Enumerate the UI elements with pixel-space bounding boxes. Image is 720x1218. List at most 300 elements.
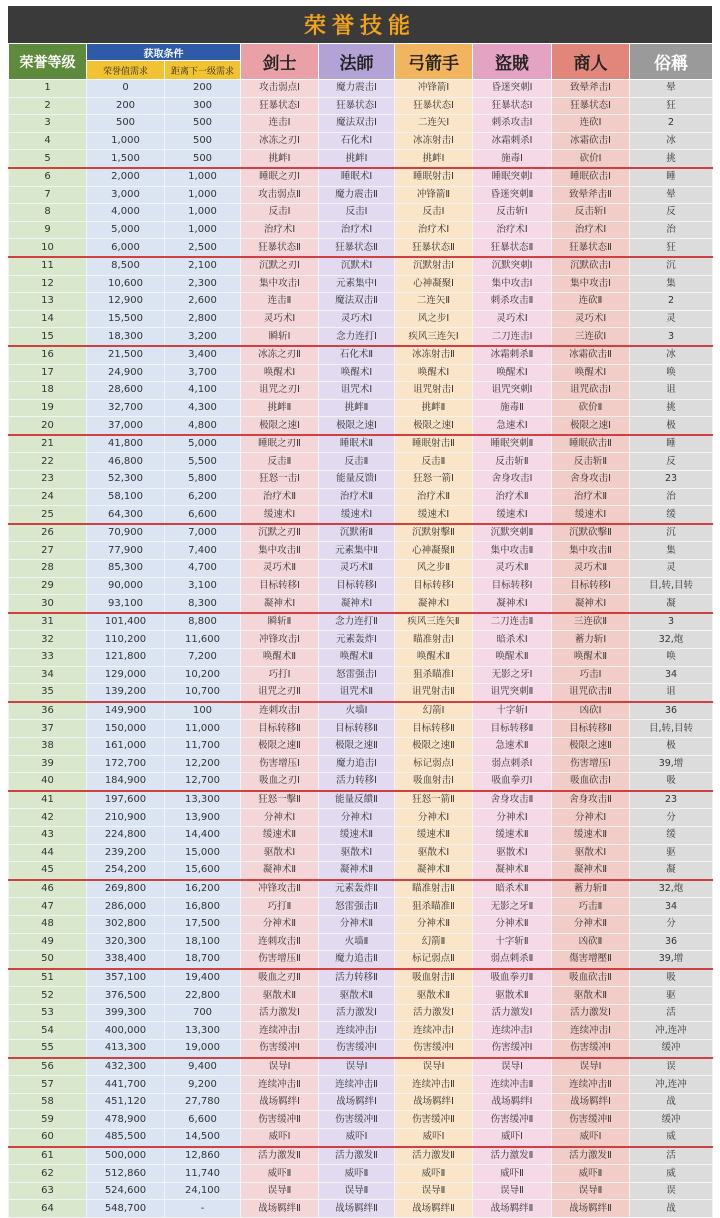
to-next-cell: 1,000 <box>165 168 241 186</box>
archer-cell: 伤害缓冲Ⅰ <box>395 1040 473 1058</box>
mage-cell: 反击Ⅱ <box>319 453 395 471</box>
swordsman-cell: 威吓Ⅰ <box>241 1129 319 1147</box>
level-cell: 52 <box>9 987 87 1005</box>
level-cell: 15 <box>9 328 87 346</box>
nickname-cell: 驱 <box>630 987 713 1005</box>
thief-cell: 缓速术Ⅰ <box>473 506 552 524</box>
level-cell: 35 <box>9 684 87 702</box>
thief-cell: 刺杀攻击Ⅰ <box>473 115 552 133</box>
archer-cell: 目标转移Ⅰ <box>395 577 473 595</box>
swordsman-cell: 活力激发Ⅰ <box>241 1004 319 1022</box>
swordsman-cell: 冰冻之刃Ⅱ <box>241 346 319 364</box>
thief-cell: 活力激发Ⅰ <box>473 1004 552 1022</box>
table-row <box>9 915 713 933</box>
mage-cell: 魔力震击Ⅱ <box>319 186 395 204</box>
level-cell: 44 <box>9 844 87 862</box>
mage-cell: 缓速术Ⅰ <box>319 506 395 524</box>
level-cell: 62 <box>9 1165 87 1183</box>
required-cell: 37,000 <box>87 417 165 435</box>
mage-cell: 伤害缓冲Ⅰ <box>319 1040 395 1058</box>
required-cell: 210,900 <box>87 809 165 827</box>
thief-cell: 驱散术Ⅱ <box>473 987 552 1005</box>
swordsman-cell: 唤醒术Ⅱ <box>241 649 319 667</box>
to-next-cell: 15,000 <box>165 844 241 862</box>
merchant-cell: 目标转移Ⅰ <box>552 577 630 595</box>
level-cell: 39 <box>9 755 87 773</box>
swordsman-cell: 诅咒之刃Ⅰ <box>241 382 319 400</box>
required-cell: 58,100 <box>87 488 165 506</box>
thief-cell: 昏迷突刺Ⅰ <box>473 80 552 98</box>
archer-cell: 极限之速Ⅱ <box>395 737 473 755</box>
thief-cell: 缓速术Ⅱ <box>473 826 552 844</box>
level-cell: 47 <box>9 898 87 916</box>
header-condition: 获取条件 <box>87 44 241 61</box>
merchant-cell: 目标转移Ⅱ <box>552 720 630 738</box>
level-cell: 48 <box>9 915 87 933</box>
swordsman-cell: 驱散术Ⅰ <box>241 844 319 862</box>
table-row <box>9 577 713 595</box>
table-row <box>9 720 713 738</box>
to-next-cell: 11,000 <box>165 720 241 738</box>
merchant-cell: 分神术Ⅰ <box>552 809 630 827</box>
required-cell: 32,700 <box>87 399 165 417</box>
required-cell: 4,000 <box>87 204 165 222</box>
nickname-cell: 灵 <box>630 560 713 578</box>
merchant-cell: 舍身攻击Ⅱ <box>552 791 630 809</box>
mage-cell: 活力激发Ⅰ <box>319 1004 395 1022</box>
required-cell: 451,120 <box>87 1093 165 1111</box>
mage-cell: 误导Ⅱ <box>319 1182 395 1200</box>
required-cell: 139,200 <box>87 684 165 702</box>
level-cell: 42 <box>9 809 87 827</box>
nickname-cell: 灵 <box>630 310 713 328</box>
level-cell: 36 <box>9 702 87 720</box>
mage-cell: 唤醒术Ⅰ <box>319 364 395 382</box>
nickname-cell: 34 <box>630 666 713 684</box>
table-row <box>9 791 713 809</box>
mage-cell: 分神术Ⅰ <box>319 809 395 827</box>
mage-cell: 魔力追击Ⅰ <box>319 755 395 773</box>
merchant-cell: 冰霜砍击Ⅱ <box>552 346 630 364</box>
archer-cell: 睡眠射击Ⅰ <box>395 168 473 186</box>
archer-cell: 极限之速Ⅰ <box>395 417 473 435</box>
nickname-cell: 36 <box>630 933 713 951</box>
merchant-cell: 诅咒砍击Ⅰ <box>552 382 630 400</box>
archer-cell: 伤害缓冲Ⅱ <box>395 1111 473 1129</box>
nickname-cell: 23 <box>630 791 713 809</box>
required-cell: 149,900 <box>87 702 165 720</box>
table-row <box>9 542 713 560</box>
required-cell: 52,300 <box>87 471 165 489</box>
level-cell: 61 <box>9 1147 87 1165</box>
required-cell: 548,700 <box>87 1200 165 1218</box>
nickname-cell: 分 <box>630 809 713 827</box>
swordsman-cell: 狂怒一击Ⅰ <box>241 471 319 489</box>
level-cell: 64 <box>9 1200 87 1218</box>
thief-cell: 二刀连击Ⅰ <box>473 328 552 346</box>
required-cell: 399,300 <box>87 1004 165 1022</box>
swordsman-cell: 瞬斩Ⅱ <box>241 613 319 631</box>
table-row <box>9 382 713 400</box>
archer-cell: 瞄准射击Ⅰ <box>395 631 473 649</box>
table-row <box>9 453 713 471</box>
nickname-cell: 2 <box>630 293 713 311</box>
archer-cell: 诅咒射击Ⅰ <box>395 382 473 400</box>
archer-cell: 标记弱点Ⅱ <box>395 951 473 969</box>
to-next-cell: 4,700 <box>165 560 241 578</box>
mage-cell: 灵巧术Ⅱ <box>319 560 395 578</box>
mage-cell: 火墙Ⅱ <box>319 933 395 951</box>
merchant-cell: 极限之速Ⅱ <box>552 737 630 755</box>
nickname-cell: 吸 <box>630 773 713 791</box>
swordsman-cell: 狂暴状态Ⅰ <box>241 97 319 115</box>
archer-cell: 唤醒术Ⅱ <box>395 649 473 667</box>
to-next-cell: 5,500 <box>165 453 241 471</box>
nickname-cell: 冲,连冲 <box>630 1022 713 1040</box>
to-next-cell: 18,700 <box>165 951 241 969</box>
archer-cell: 二连矢Ⅰ <box>395 115 473 133</box>
header-merchant: 商人 <box>552 44 630 80</box>
thief-cell: 集中攻击Ⅰ <box>473 275 552 293</box>
level-cell: 50 <box>9 951 87 969</box>
archer-cell: 治疗术Ⅱ <box>395 488 473 506</box>
mage-cell: 诅咒术Ⅱ <box>319 684 395 702</box>
mage-cell: 睡眠术Ⅰ <box>319 168 395 186</box>
to-next-cell: 18,100 <box>165 933 241 951</box>
swordsman-cell: 凝神术Ⅰ <box>241 595 319 613</box>
required-cell: 121,800 <box>87 649 165 667</box>
mage-cell: 元素集中Ⅰ <box>319 275 395 293</box>
required-cell: 5,000 <box>87 221 165 239</box>
level-cell: 16 <box>9 346 87 364</box>
swordsman-cell: 沉默之刃Ⅰ <box>241 257 319 275</box>
archer-cell: 活力激发Ⅱ <box>395 1147 473 1165</box>
required-cell: 15,500 <box>87 310 165 328</box>
table-row <box>9 1165 713 1183</box>
level-cell: 17 <box>9 364 87 382</box>
thief-cell: 威吓Ⅰ <box>473 1129 552 1147</box>
table-row <box>9 204 713 222</box>
merchant-cell: 吸血砍击Ⅱ <box>552 969 630 987</box>
table-row <box>9 471 713 489</box>
mage-cell: 凝神术Ⅰ <box>319 595 395 613</box>
swordsman-cell: 灵巧术Ⅱ <box>241 560 319 578</box>
nickname-cell: 缓冲 <box>630 1111 713 1129</box>
merchant-cell: 凶砍Ⅰ <box>552 702 630 720</box>
thief-cell: 伤害缓冲Ⅱ <box>473 1111 552 1129</box>
swordsman-cell: 沉默之刃Ⅱ <box>241 524 319 542</box>
archer-cell: 连续冲击Ⅰ <box>395 1022 473 1040</box>
nickname-cell: 晕 <box>630 80 713 98</box>
merchant-cell: 冰霜砍击Ⅰ <box>552 132 630 150</box>
table-row <box>9 809 713 827</box>
swordsman-cell: 连续冲击Ⅰ <box>241 1022 319 1040</box>
swordsman-cell: 睡眠之刃Ⅱ <box>241 435 319 453</box>
level-cell: 5 <box>9 150 87 168</box>
table-body <box>9 80 713 1218</box>
nickname-cell: 凝 <box>630 862 713 880</box>
level-cell: 37 <box>9 720 87 738</box>
level-cell: 55 <box>9 1040 87 1058</box>
swordsman-cell: 挑衅Ⅱ <box>241 399 319 417</box>
swordsman-cell: 攻击弱点Ⅱ <box>241 186 319 204</box>
table-row <box>9 1093 713 1111</box>
nickname-cell: 反 <box>630 453 713 471</box>
level-cell: 19 <box>9 399 87 417</box>
thief-cell: 治疗术Ⅰ <box>473 221 552 239</box>
level-cell: 24 <box>9 488 87 506</box>
thief-cell: 狂暴状态Ⅱ <box>473 239 552 257</box>
level-cell: 45 <box>9 862 87 880</box>
merchant-cell: 连砍Ⅰ <box>552 115 630 133</box>
header-mage: 法師 <box>319 44 395 80</box>
swordsman-cell: 冲锋攻击Ⅱ <box>241 880 319 898</box>
nickname-cell: 误 <box>630 1182 713 1200</box>
required-cell: 224,800 <box>87 826 165 844</box>
mage-cell: 缓速术Ⅱ <box>319 826 395 844</box>
merchant-cell: 睡眠砍击Ⅱ <box>552 435 630 453</box>
archer-cell: 冲锋箭Ⅰ <box>395 80 473 98</box>
mage-cell: 怒雷强击Ⅱ <box>319 898 395 916</box>
table-row <box>9 1040 713 1058</box>
archer-cell: 驱散术Ⅰ <box>395 844 473 862</box>
nickname-cell: 32,炮 <box>630 631 713 649</box>
thief-cell: 施毒Ⅰ <box>473 150 552 168</box>
merchant-cell: 蓄力斩Ⅰ <box>552 631 630 649</box>
swordsman-cell: 巧打Ⅱ <box>241 898 319 916</box>
to-next-cell: 24,100 <box>165 1182 241 1200</box>
swordsman-cell: 冲锋攻击Ⅰ <box>241 631 319 649</box>
level-cell: 31 <box>9 613 87 631</box>
honor-skills-table <box>8 43 713 1218</box>
merchant-cell: 睡眠砍击Ⅰ <box>552 168 630 186</box>
required-cell: 500 <box>87 115 165 133</box>
level-cell: 10 <box>9 239 87 257</box>
archer-cell: 分神术Ⅰ <box>395 809 473 827</box>
table-row <box>9 595 713 613</box>
archer-cell: 冰冻射击Ⅰ <box>395 132 473 150</box>
level-cell: 25 <box>9 506 87 524</box>
required-cell: 441,700 <box>87 1076 165 1094</box>
nickname-cell: 目,转,目转 <box>630 577 713 595</box>
nickname-cell: 反 <box>630 204 713 222</box>
required-cell: 18,300 <box>87 328 165 346</box>
mage-cell: 挑衅Ⅰ <box>319 150 395 168</box>
level-cell: 58 <box>9 1093 87 1111</box>
required-cell: 110,200 <box>87 631 165 649</box>
to-next-cell: 9,200 <box>165 1076 241 1094</box>
to-next-cell: 1,000 <box>165 204 241 222</box>
table-row <box>9 951 713 969</box>
required-cell: 93,100 <box>87 595 165 613</box>
thief-cell: 舍身攻击Ⅱ <box>473 791 552 809</box>
to-next-cell: 7,200 <box>165 649 241 667</box>
required-cell: 357,100 <box>87 969 165 987</box>
swordsman-cell: 分神术Ⅱ <box>241 915 319 933</box>
mage-cell: 狂暴状态Ⅱ <box>319 239 395 257</box>
nickname-cell: 晕 <box>630 186 713 204</box>
to-next-cell: 8,800 <box>165 613 241 631</box>
nickname-cell: 极 <box>630 737 713 755</box>
to-next-cell: 7,400 <box>165 542 241 560</box>
mage-cell: 反击Ⅰ <box>319 204 395 222</box>
table-row <box>9 328 713 346</box>
swordsman-cell: 诅咒之刃Ⅱ <box>241 684 319 702</box>
swordsman-cell: 反击Ⅰ <box>241 204 319 222</box>
to-next-cell: 6,200 <box>165 488 241 506</box>
archer-cell: 疾风三连矢Ⅱ <box>395 613 473 631</box>
swordsman-cell: 连击Ⅱ <box>241 293 319 311</box>
to-next-cell: 11,700 <box>165 737 241 755</box>
nickname-cell: 活 <box>630 1147 713 1165</box>
nickname-cell: 缓 <box>630 826 713 844</box>
to-next-cell: 1,000 <box>165 221 241 239</box>
header-archer: 弓箭手 <box>395 44 473 80</box>
mage-cell: 唤醒术Ⅱ <box>319 649 395 667</box>
mage-cell: 火墙Ⅰ <box>319 702 395 720</box>
merchant-cell: 集中攻击Ⅰ <box>552 275 630 293</box>
thief-cell: 急速术Ⅰ <box>473 417 552 435</box>
required-cell: 3,000 <box>87 186 165 204</box>
level-cell: 11 <box>9 257 87 275</box>
table-row <box>9 987 713 1005</box>
nickname-cell: 39,增 <box>630 951 713 969</box>
swordsman-cell: 伤害增压Ⅱ <box>241 951 319 969</box>
nickname-cell: 挑 <box>630 399 713 417</box>
table-row <box>9 506 713 524</box>
level-cell: 34 <box>9 666 87 684</box>
nickname-cell: 3 <box>630 613 713 631</box>
nickname-cell: 目,转,目转 <box>630 720 713 738</box>
mage-cell: 魔法双击Ⅰ <box>319 115 395 133</box>
to-next-cell: 2,100 <box>165 257 241 275</box>
thief-cell: 诅咒突刺Ⅰ <box>473 382 552 400</box>
to-next-cell: 27,780 <box>165 1093 241 1111</box>
archer-cell: 风之步Ⅱ <box>395 560 473 578</box>
archer-cell: 挑衅Ⅱ <box>395 399 473 417</box>
archer-cell: 缓速术Ⅱ <box>395 826 473 844</box>
thief-cell: 施毒Ⅱ <box>473 399 552 417</box>
thief-cell: 沉默突刺Ⅰ <box>473 257 552 275</box>
table-row <box>9 844 713 862</box>
mage-cell: 沉默术Ⅰ <box>319 257 395 275</box>
required-cell: 1,500 <box>87 150 165 168</box>
mage-cell: 目标转移Ⅱ <box>319 720 395 738</box>
thief-cell: 吸血拳刃Ⅱ <box>473 969 552 987</box>
mage-cell: 狂暴状态Ⅰ <box>319 97 395 115</box>
required-cell: 77,900 <box>87 542 165 560</box>
required-cell: 101,400 <box>87 613 165 631</box>
archer-cell: 反击Ⅰ <box>395 204 473 222</box>
required-cell: 64,300 <box>87 506 165 524</box>
nickname-cell: 冲,连冲 <box>630 1076 713 1094</box>
thief-cell: 反击斩Ⅰ <box>473 204 552 222</box>
table-row <box>9 969 713 987</box>
level-cell: 27 <box>9 542 87 560</box>
merchant-cell: 战场羁绊Ⅰ <box>552 1093 630 1111</box>
thief-cell: 昏迷突刺Ⅱ <box>473 186 552 204</box>
to-next-cell: 3,700 <box>165 364 241 382</box>
swordsman-cell: 伤害缓冲Ⅱ <box>241 1111 319 1129</box>
to-next-cell: 12,860 <box>165 1147 241 1165</box>
mage-cell: 念力连打Ⅱ <box>319 613 395 631</box>
merchant-cell: 活力激发Ⅱ <box>552 1147 630 1165</box>
level-cell: 53 <box>9 1004 87 1022</box>
required-cell: 85,300 <box>87 560 165 578</box>
merchant-cell: 致晕斧击Ⅰ <box>552 80 630 98</box>
mage-cell: 威吓Ⅱ <box>319 1165 395 1183</box>
table-row <box>9 1147 713 1165</box>
nickname-cell: 34 <box>630 898 713 916</box>
level-cell: 63 <box>9 1182 87 1200</box>
to-next-cell: 14,500 <box>165 1129 241 1147</box>
merchant-cell: 唤醒术Ⅱ <box>552 649 630 667</box>
table-row <box>9 1200 713 1218</box>
level-cell: 32 <box>9 631 87 649</box>
swordsman-cell: 狂怒一擊Ⅱ <box>241 791 319 809</box>
merchant-cell: 威吓Ⅱ <box>552 1165 630 1183</box>
table-row <box>9 399 713 417</box>
thief-cell: 凝神术Ⅱ <box>473 862 552 880</box>
required-cell: 21,500 <box>87 346 165 364</box>
table-row <box>9 239 713 257</box>
to-next-cell: 6,600 <box>165 1111 241 1129</box>
required-cell: 129,000 <box>87 666 165 684</box>
nickname-cell: 凝 <box>630 595 713 613</box>
swordsman-cell: 狂暴状态Ⅱ <box>241 239 319 257</box>
level-cell: 3 <box>9 115 87 133</box>
merchant-cell: 舍身攻击Ⅰ <box>552 471 630 489</box>
merchant-cell: 威吓Ⅰ <box>552 1129 630 1147</box>
nickname-cell: 误 <box>630 1058 713 1076</box>
merchant-cell: 凝神术Ⅱ <box>552 862 630 880</box>
to-next-cell: 4,300 <box>165 399 241 417</box>
honor-skills-sheet <box>8 6 712 1218</box>
table-row <box>9 755 713 773</box>
mage-cell: 连续冲击Ⅱ <box>319 1076 395 1094</box>
thief-cell: 冰霜刺杀Ⅰ <box>473 132 552 150</box>
required-cell: 197,600 <box>87 791 165 809</box>
level-cell: 14 <box>9 310 87 328</box>
to-next-cell: 2,800 <box>165 310 241 328</box>
merchant-cell: 误导Ⅰ <box>552 1058 630 1076</box>
mage-cell: 元素轰炸Ⅰ <box>319 631 395 649</box>
archer-cell: 威吓Ⅱ <box>395 1165 473 1183</box>
archer-cell: 反击Ⅱ <box>395 453 473 471</box>
thief-cell: 活力激发Ⅱ <box>473 1147 552 1165</box>
to-next-cell: 700 <box>165 1004 241 1022</box>
archer-cell: 吸血射击Ⅱ <box>395 969 473 987</box>
nickname-cell: 2 <box>630 115 713 133</box>
swordsman-cell: 分神术Ⅰ <box>241 809 319 827</box>
table-row <box>9 737 713 755</box>
archer-cell: 连续冲击Ⅱ <box>395 1076 473 1094</box>
archer-cell: 驱散术Ⅱ <box>395 987 473 1005</box>
thief-cell: 暗杀术Ⅱ <box>473 880 552 898</box>
swordsman-cell: 瞬斩Ⅰ <box>241 328 319 346</box>
table-row <box>9 310 713 328</box>
nickname-cell: 诅 <box>630 684 713 702</box>
merchant-cell: 集中攻击Ⅱ <box>552 542 630 560</box>
nickname-cell: 治 <box>630 488 713 506</box>
to-next-cell: 12,700 <box>165 773 241 791</box>
level-cell: 38 <box>9 737 87 755</box>
to-next-cell: 10,700 <box>165 684 241 702</box>
merchant-cell: 缓速术Ⅱ <box>552 826 630 844</box>
archer-cell: 狙杀瞄准Ⅱ <box>395 898 473 916</box>
nickname-cell: 战 <box>630 1093 713 1111</box>
level-cell: 46 <box>9 880 87 898</box>
